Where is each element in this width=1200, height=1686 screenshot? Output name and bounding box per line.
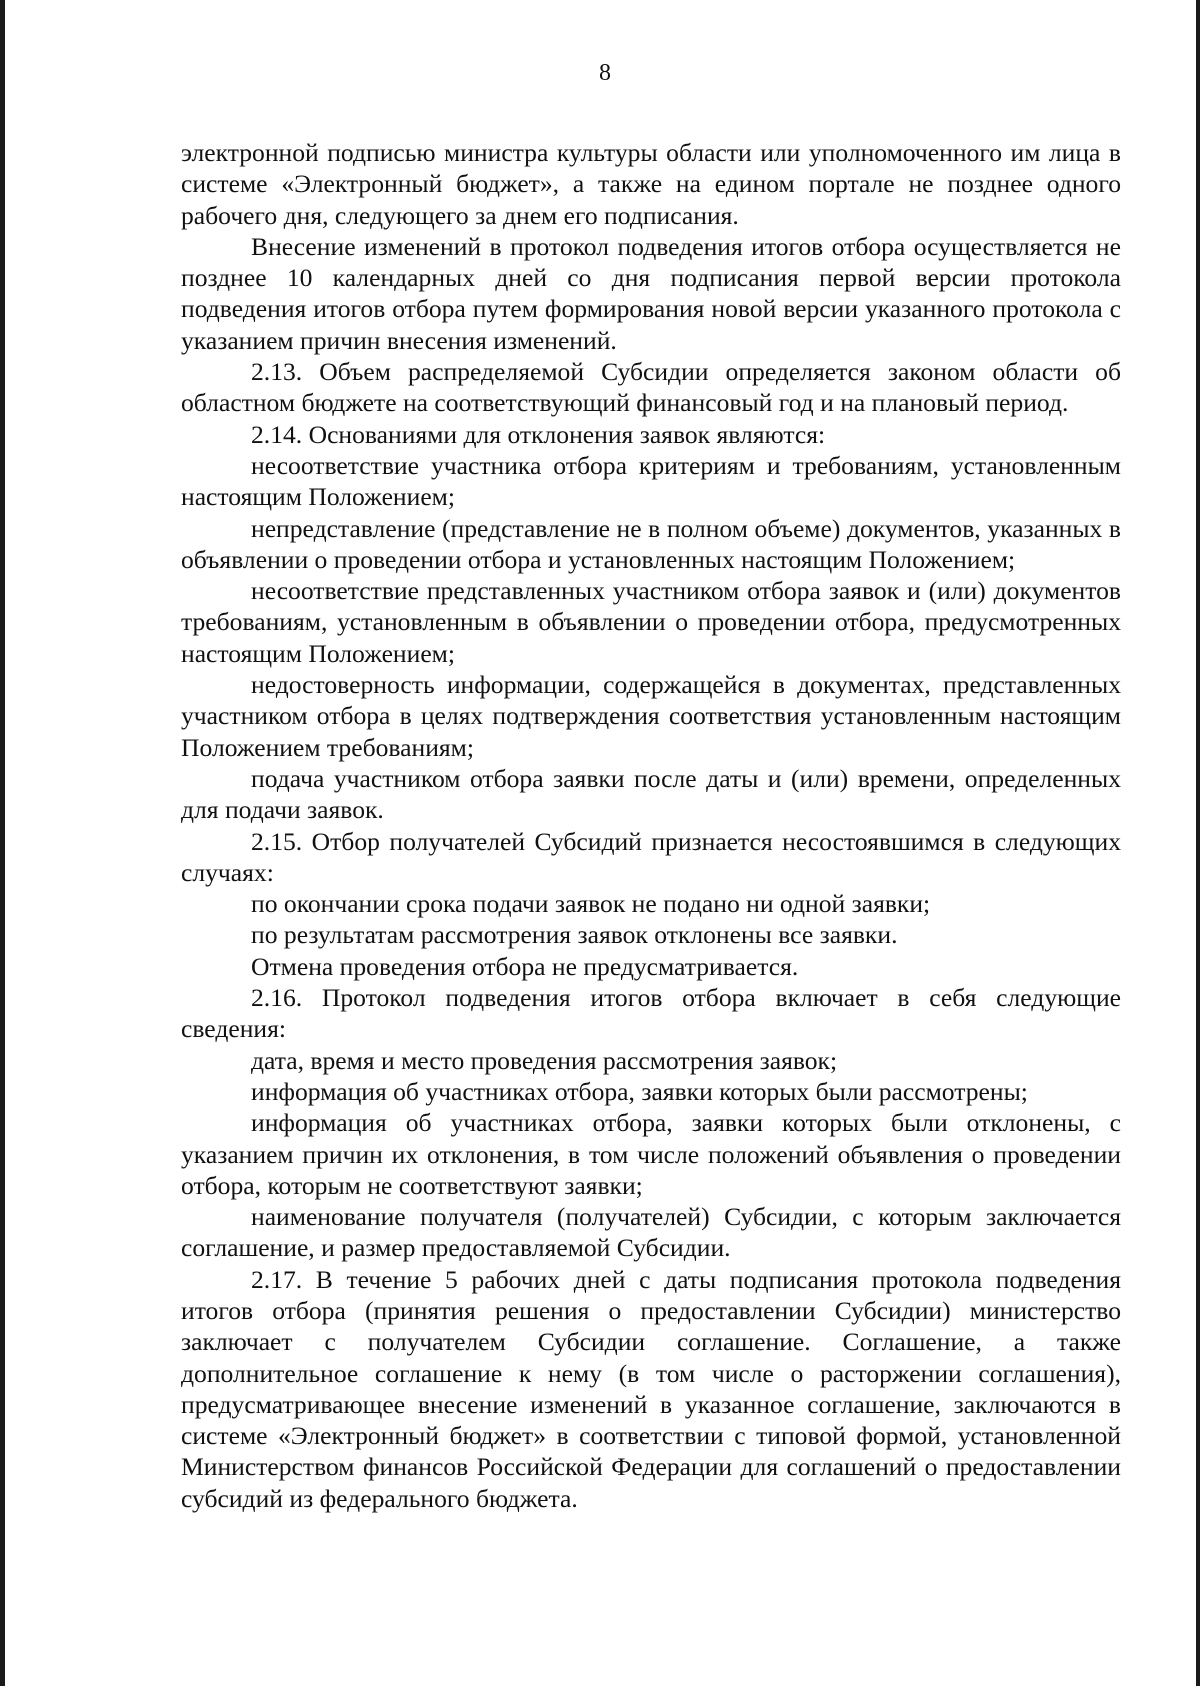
list-item-rejection-reason: несоответствие участника отбора критериям и требованиям, установленным настоящим Положением; [181, 450, 1121, 512]
paragraph-2-17: 2.17. В течение 5 рабочих дней с даты подписания протокола подведения итогов отбора (принятия решения о предоставлении Субсидии) министерство заключает с получателем Субсидии соглашение. Соглашение, а также дополнительное соглашение к нему (в том числе о расторжении соглашения), предусматривающее внесение изменений в указанное соглашение, заключаются в системе «Электронный бюджет» в соответствии с типовой формой, установленной Министерством финансов Российской Федерации для соглашений о предоставлении субсидий из федерального бюджета. [181, 1264, 1121, 1513]
paragraph-continuation: электронной подписью министра культуры области или уполномоченного им лица в системе «Электронный бюджет», а также на едином портале не позднее одного рабочего дня, следующего за днем его подписания. [181, 138, 1121, 230]
document-body [181, 137, 1121, 1514]
list-item-failed-selection-case: по окончании срока подачи заявок не подано ни одной заявки; [251, 889, 931, 919]
page-number: 8 [599, 60, 611, 86]
list-item-rejection-reason: подача участником отбора заявки после даты и (или) времени, определенных для подачи заявок. [181, 763, 1121, 825]
paragraph-2-14: 2.14. Основаниями для отклонения заявок являются: [251, 419, 826, 449]
paragraph-2-15: 2.15. Отбор получателей Субсидий признается несостоявшимся в следующих случаях: [181, 826, 1121, 887]
paragraph-2-16: 2.16. Протокол подведения итогов отбора включает в себя следующие сведения: [181, 983, 1121, 1044]
paragraph-no-cancellation: Отмена проведения отбора не предусматривается. [251, 951, 799, 981]
list-item-protocol-info: наименование получателя (получателей) Субсидии, с которым заключается соглашение, и размер предоставляемой Субсидии. [181, 1202, 1121, 1263]
paragraph-protocol-changes: Внесение изменений в протокол подведения итогов отбора осуществляется не позднее 10 календарных дней со дня подписания первой версии протокола подведения итогов отбора путем формирования новой версии указанного протокола с указанием причин внесения изменений. [181, 231, 1121, 355]
list-item-protocol-info: информация об участниках отбора, заявки которых были отклонены, с указанием причин их отклонения, в том числе положений объявления о проведении отбора, которым не соответствуют заявки; [181, 1108, 1121, 1200]
paragraph-2-13: 2.13. Объем распределяемой Субсидии определяется законом области об областном бюджете на соответствующий финансовый год и на плановый период. [181, 357, 1121, 418]
list-item-rejection-reason: непредставление (представление не в полном объеме) документов, указанных в объявлении о проведении отбора и установленных настоящим Положением; [181, 513, 1121, 574]
list-item-failed-selection-case: по результатам рассмотрения заявок отклонены все заявки. [251, 920, 898, 950]
list-item-rejection-reason: несоответствие представленных участником отбора заявок и (или) документов требованиям, установленным в объявлении о проведении отбора, предусмотренных настоящим Положением; [181, 576, 1121, 668]
list-item-protocol-info: информация об участниках отбора, заявки которых были рассмотрены; [251, 1076, 1028, 1106]
list-item-rejection-reason: недостоверность информации, содержащейся в документах, представленных участником отбора в целях подтверждения соответствия установленным настоящим Положением требованиям; [181, 670, 1121, 762]
list-item-protocol-info: дата, время и место проведения рассмотрения заявок; [251, 1045, 838, 1075]
